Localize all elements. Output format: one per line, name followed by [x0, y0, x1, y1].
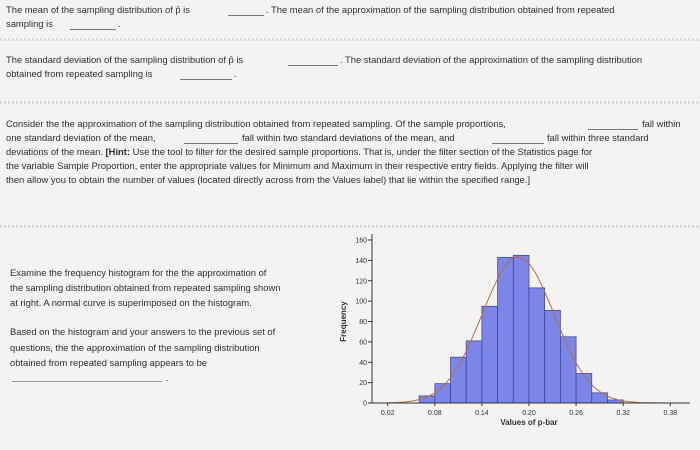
y-tick-label: 20 [359, 380, 367, 388]
y-tick-label: 0 [363, 400, 367, 408]
histogram-bar [482, 306, 498, 403]
divider [0, 101, 700, 104]
q4-para-2-line-3: obtained from repeated sampling appears to be [10, 356, 208, 368]
q1-blank-2[interactable] [70, 20, 116, 30]
histogram-bar [466, 341, 482, 403]
x-tick-label: 0.14 [475, 410, 489, 417]
q3-line-5: then allow you to obtain the number of values (located directly across from the Values label) that lie within the specified range.] [6, 174, 531, 185]
q4-period: . [166, 371, 169, 383]
q2-line-2: obtained from repeated sampling is [6, 68, 153, 79]
q3-line-1: Consider the the approximation of the sampling distribution obtained from repeated sampling. Of the sample proportions, [6, 118, 506, 129]
histogram-bar [592, 393, 608, 403]
x-tick-label: 0.08 [427, 410, 442, 417]
q3-blank-1[interactable] [588, 120, 638, 130]
q2-right-text: . The standard deviation of the approximation of the sampling distribution [340, 54, 643, 65]
y-tick-label: 120 [355, 278, 367, 286]
y-tick-label: 60 [359, 339, 367, 347]
question-4 [10, 266, 340, 385]
q2-period: . [234, 68, 237, 79]
q4-para-2-line-2: questions, the the approximation of the sampling distribution [10, 341, 260, 353]
q4-para-1-line-3: at right. A normal curve is superimposed on the histogram. [10, 297, 252, 309]
q4-para-1-line-1: Examine the frequency histogram for the the approximation of [10, 267, 267, 278]
x-tick-label: 0.02 [380, 410, 395, 417]
histogram-bar [576, 373, 592, 403]
frequency-histogram [320, 228, 700, 450]
histogram-bar [451, 357, 467, 403]
q3-line-2-c: fall within three standard [547, 132, 649, 143]
histogram-bar [513, 255, 529, 403]
q3-line-1-end: fall within [642, 118, 681, 129]
q3-line-2-a: one standard deviation of the mean, [6, 132, 156, 143]
y-tick-label: 80 [359, 319, 367, 326]
y-tick-label: 40 [359, 359, 367, 367]
q1-left-text: The mean of the sampling distribution of p̂ is [6, 4, 190, 15]
q1-blank-1[interactable] [228, 6, 264, 16]
q3-line-2-b: fall within two standard deviations of the mean, and [242, 132, 455, 143]
q2-blank-2[interactable] [180, 70, 232, 80]
q1-right-text: . The mean of the approximation of the sampling distribution obtained from repeated [266, 4, 615, 15]
q2-blank-1[interactable] [288, 56, 338, 66]
q3-line-3-a: deviations of the mean. [6, 146, 103, 157]
histogram-bar [529, 288, 545, 403]
histogram-bar [498, 257, 514, 403]
x-tick-label: 0.20 [522, 410, 536, 417]
x-tick-label: 0.32 [616, 410, 631, 417]
q4-answer-blank[interactable] [12, 381, 162, 382]
y-tick-label: 140 [355, 257, 367, 265]
y-axis-label: Frequency [339, 301, 348, 342]
x-tick-label: 0.38 [663, 410, 678, 417]
x-tick-label: 0.26 [569, 410, 583, 417]
q4-para-1-line-2: the sampling distribution obtained from repeated sampling shown [10, 282, 281, 294]
x-axis-label: Values of p-bar [500, 418, 558, 427]
q3-blank-3[interactable] [492, 134, 544, 144]
q4-para-2-line-1: Based on the histogram and your answers to the previous set of [10, 326, 276, 338]
divider [0, 38, 700, 41]
q3-line-3-b: Use the tool to filter for the desired sample proportions. That is, under the filter section of the Statistics page for [132, 146, 593, 157]
y-tick-label: 100 [355, 298, 367, 306]
hint-label: [Hint: [105, 146, 131, 157]
y-tick-label: 160 [355, 237, 367, 245]
q2-left-text: The standard deviation of the sampling distribution of p̂ is [6, 54, 244, 65]
q3-line-4: the variable Sample Proportion, enter the appropriate values for Minimum and Maximum in their respective entry fields. Applying the filter will [6, 160, 589, 171]
q1-period: . [118, 18, 121, 29]
q3-blank-2[interactable] [184, 134, 238, 144]
q1-left-text-2: sampling is [6, 18, 53, 29]
